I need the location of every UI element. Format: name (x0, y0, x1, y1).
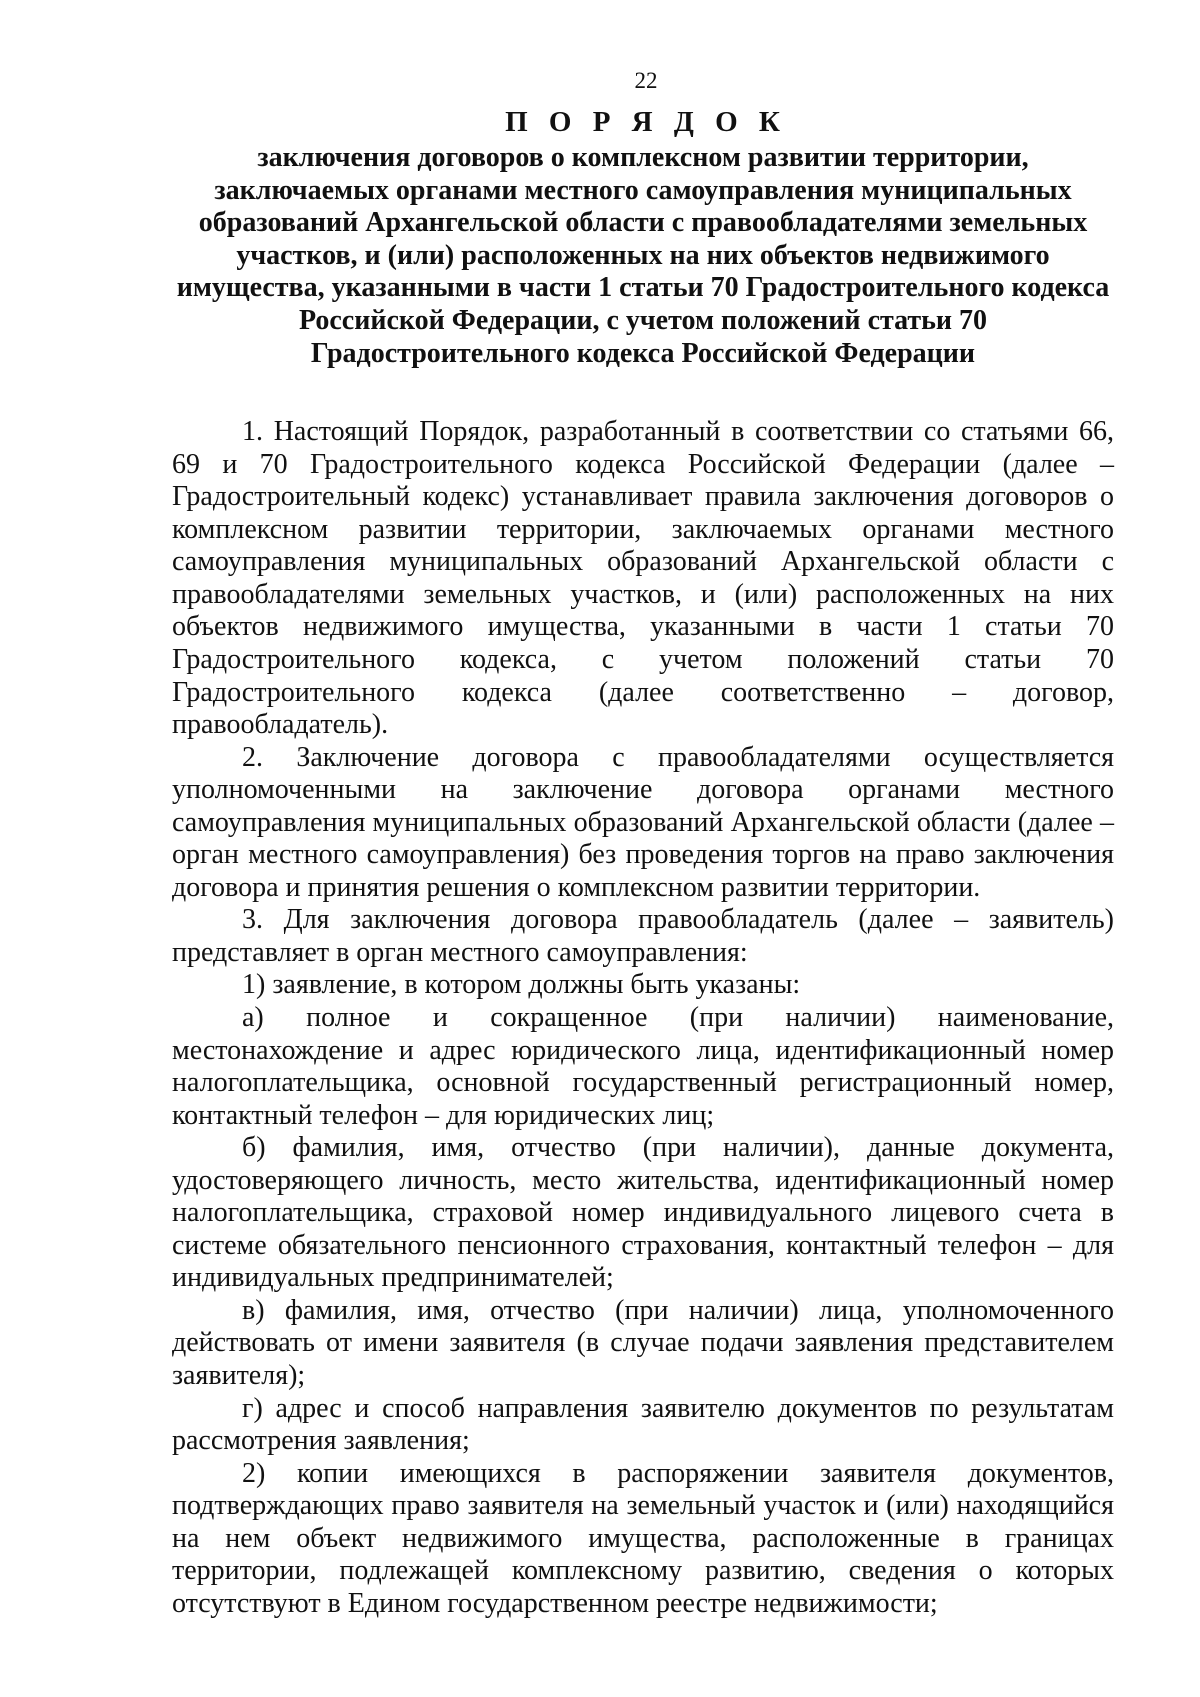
list-item-3-2: 2) копии имеющихся в распоряжении заявителя документов, подтверждающих право заявителя на земельный участок и (или) находящийся на нем объект недвижимого имущества, расположенные в границах территории, подлежащей комплексному развитию, сведения о которых отсутствуют в Едином государственном реестре недвижимости; (172, 1457, 1114, 1619)
document-body (172, 416, 1114, 1620)
document-page (172, 64, 1114, 1620)
document-title: П О Р Я Д О К (505, 106, 787, 138)
list-item-3-1-g: г) адрес и способ направления заявителю документов по результатам рассмотрения заявления; (172, 1392, 1114, 1457)
paragraph-2: 2. Заключение договора с правообладателями осуществляется уполномоченными на заключение договора органами местного самоуправления муниципальных образований Архангельской области (далее – орган местного самоуправления) без проведения торгов на право заключения договора и принятия решения о комплексном развитии территории. (172, 741, 1114, 903)
list-item-3-1-a: а) полное и сокращенное (при наличии) наименование, местонахождение и адрес юридического лица, идентификационный номер налогоплательщика, основной государственный регистрационный номер, контактный телефон – для юридических лиц; (172, 1002, 1114, 1131)
list-item-3-1-b: б) фамилия, имя, отчество (при наличии), данные документа, удостоверяющего личность, место жительства, идентификационный номер налогоплательщика, страховой номер индивидуального лицевого счета в системе обязательного пенсионного страхования, контактный телефон – для индивидуальных предпринимателей; (172, 1132, 1114, 1294)
page-number: 22 (634, 68, 658, 93)
paragraph-1: 1. Настоящий Порядок, разработанный в соответствии со статьями 66, 69 и 70 Градостроительного кодекса Российской Федерации (далее – Градостроительный кодекс) устанавливает правила заключения договоров о комплексном развитии территории, заключаемых органами местного самоуправления муниципальных образований Архангельской области с правообладателями земельных участков, и (или) расположенных на них объектов недвижимого имущества, указанными в части 1 статьи 70 Градостроительного кодекса, с учетом положений статьи 70 Градостроительного кодекса (далее соответственно – договор, правообладатель). (172, 416, 1114, 741)
paragraph-3: 3. Для заключения договора правообладатель (далее – заявитель) представляет в орган местного самоуправления: (172, 904, 1114, 968)
list-item-3-1: 1) заявление, в котором должны быть указаны: (242, 969, 801, 1001)
list-item-3-1-v: в) фамилия, имя, отчество (при наличии) лица, уполномоченного действовать от имени заявителя (в случае подачи заявления представителем заявителя); (172, 1294, 1114, 1392)
document-subtitle: заключения договоров о комплексном развитии территории, заключаемых органами местного самоуправления муниципальных образований Архангельской области с правообладателями земельных участков, и (или) расположенных на них объектов недвижимого имущества, указанными в части 1 статьи 70 Градостроительного кодекса Российской Федерации, с учетом положений статьи 70 Градостроительного кодекса Российской Федерации (176, 142, 1110, 369)
